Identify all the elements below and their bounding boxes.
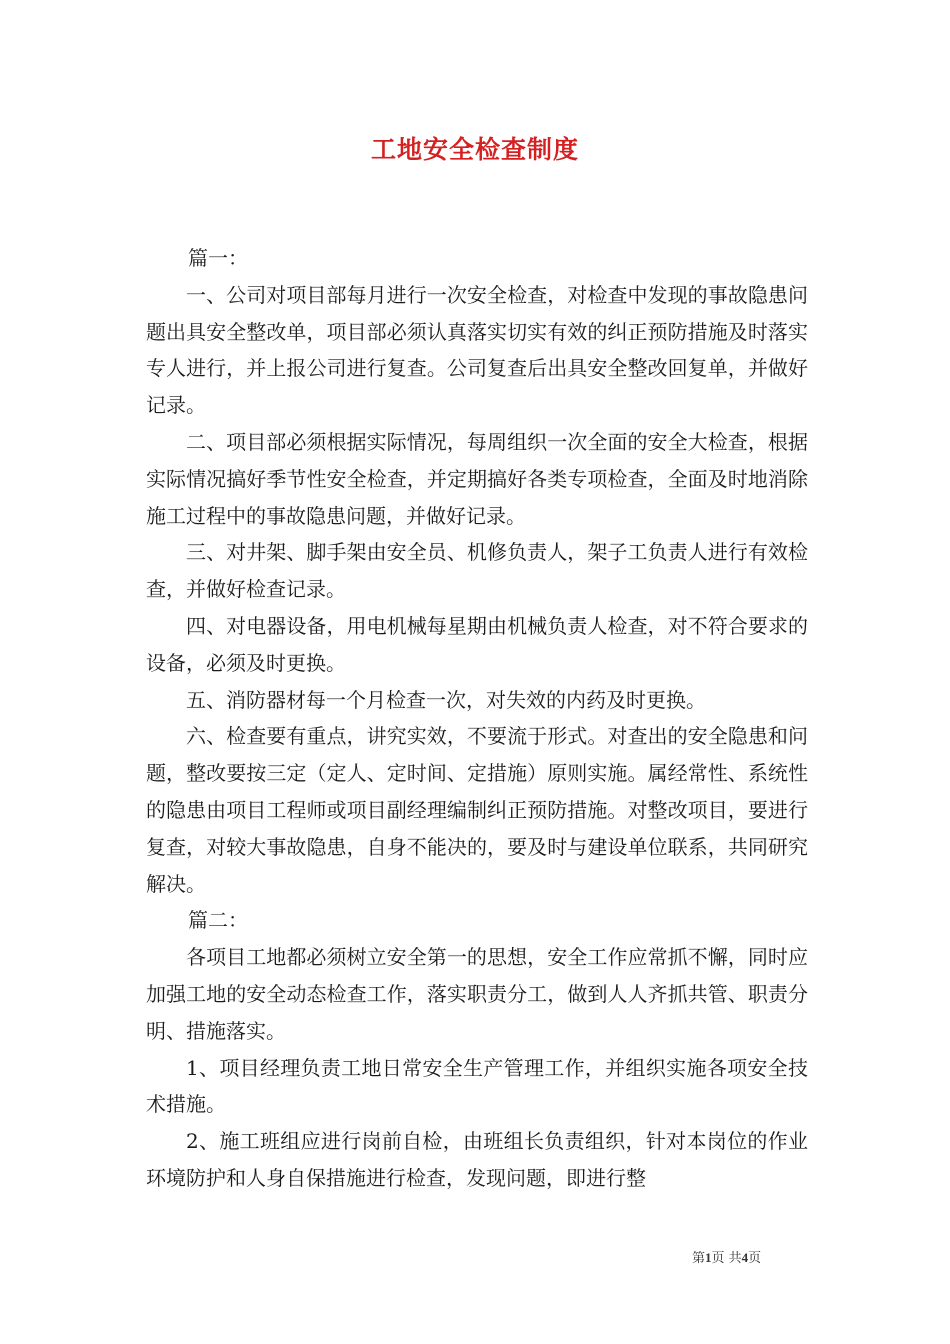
paragraph-numbered-1: 1、项目经理负责工地日常安全生产管理工作，并组织实施各项安全技术措施。 (146, 1055, 808, 1117)
section-label-part-two: 篇二： (188, 908, 248, 933)
paragraph-item-3: 三、对井架、脚手架由安全员、机修负责人，架子工负责人进行有效检查，并做好检查记录。 (146, 540, 808, 602)
section-label-part-one: 篇一： (188, 246, 248, 270)
paragraph-item-6: 六、检查要有重点，讲究实效，不要流于形式。对查出的安全隐患和问题，整改要按三定（定人、定时间、定措施）原则实施。属经常性、系统性的隐患由项目工程师或项目副经理编制纠正预防措施。对整改项目，要进行复查，对较大事故隐患，自身不能决的，要及时与建设单位联系，共同研究解决。 (146, 724, 808, 896)
paragraph-item-5: 五、消防器材每一个月检查一次，对失效的内药及时更换。 (186, 687, 706, 712)
page-footer (692, 1247, 761, 1266)
document-body (146, 240, 808, 1197)
paragraph-item-1: 一、公司对项目部每月进行一次安全检查，对检查中发现的事故隐患问题出具安全整改单，项目部必须认真落实切实有效的纠正预防措施及时落实专人进行，并上报公司进行复查。公司复查后出具安全整改回复单，并做好记录。 (146, 282, 808, 418)
footer-total-pages: 4 (741, 1250, 749, 1265)
footer-page-number: 1 (705, 1250, 712, 1265)
footer-prefix: 第 (692, 1251, 706, 1266)
page-title: 工地安全检查制度 (370, 135, 579, 164)
paragraph-item-4: 四、对电器设备，用电机械每星期由机械负责人检查，对不符合要求的设备，必须及时更换。 (146, 613, 808, 675)
paragraph-intro-part-two: 各项目工地都必须树立安全第一的思想，安全工作应常抓不懈，同时应加强工地的安全动态检查工作，落实职责分工，做到人人齐抓共管、职责分明、措施落实。 (146, 945, 808, 1043)
paragraph-numbered-2: 2、施工班组应进行岗前自检，由班组长负责组织，针对本岗位的作业环境防护和人身自保措施进行检查，发现问题，即进行整 (146, 1129, 808, 1190)
paragraph-item-2: 二、项目部必须根据实际情况，每周组织一次全面的安全大检查，根据实际情况搞好季节性安全检查，并定期搞好各类专项检查，全面及时地消除施工过程中的事故隐患问题，并做好记录。 (146, 429, 808, 528)
footer-suffix: 页 (748, 1251, 762, 1266)
footer-middle: 页 共 (711, 1251, 742, 1266)
